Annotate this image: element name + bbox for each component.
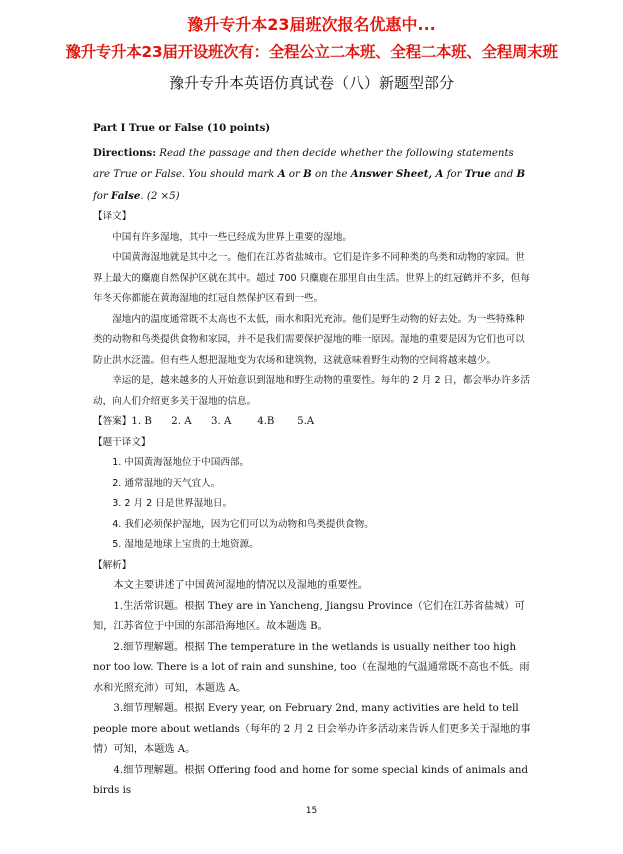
stem-item: 3. 2 月 2 日是世界湿地日。 bbox=[112, 498, 233, 509]
translation-paragraph: 中国黄海湿地就是其中之一。他们在江苏省盐城市。它们是许多不同种类的鸟类和动物的家园。世界上最大的麋鹿自然保护区就在其中。超过 700 只麋鹿在那里自由生活。世界上的红冠鹤并不多，但每年冬天你都能在黄海湿地的红冠自然保护区看到一些。 bbox=[93, 252, 530, 304]
page-number: 15 bbox=[305, 806, 318, 816]
stem-item: 1. 中国黄海湿地位于中国西部。 bbox=[112, 457, 250, 468]
analysis-header: 【解析】 bbox=[93, 559, 132, 571]
analysis-paragraph: 本文主要讲述了中国黄河湿地的情况以及湿地的重要性。 bbox=[113, 580, 369, 591]
analysis-paragraph: 3.细节理解题。根据 Every year, on February 2nd, many activities are held to tell people more about wetlands（每年的 2 月 2 日会举办许多活动来告诉人们更多关于湿地的事情）可知，本题选 A。 bbox=[93, 703, 531, 755]
directions-label: Directions: bbox=[93, 146, 157, 159]
analysis-paragraph: 2.细节理解题。根据 The temperature in the wetlands is usually neither too high nor too low. There is a lot of rain and sunshine, too（在湿地的气温通常既不高也不低。雨水和光照充沛）可知，本题选 A。 bbox=[93, 641, 530, 694]
translation-paragraph: 中国有许多湿地，其中一些已经成为世界上重要的湿地。 bbox=[112, 231, 353, 243]
document-body bbox=[93, 118, 531, 802]
analysis-paragraph: 4.细节理解题。根据 Offering food and home for some special kinds of animals and birds is bbox=[93, 764, 528, 796]
directions: Directions: Read the passage and then decide whether the following statements are True or False. You should mark A or B on the Answer Sheet, A for True and B for False. (2 ×5) bbox=[93, 146, 526, 202]
answers-text: 1. B 2. A 3. A 4.B 5.A bbox=[131, 416, 315, 427]
document-title: 豫升专升本英语仿真试卷（八）新题型部分 bbox=[168, 74, 454, 92]
promo-line-1: 豫升专升本23届班次报名优惠中... bbox=[187, 15, 436, 34]
analysis-paragraph: 1.生活常识题。根据 They are in Yancheng, Jiangsu Province（它们在江苏省盐城）可知，江苏省位于中国的东部沿海地区。故本题选 B。 bbox=[93, 600, 525, 632]
answers-line bbox=[93, 412, 531, 433]
stem-item: 4. 我们必须保护湿地，因为它们可以为动物和鸟类提供食物。 bbox=[112, 518, 374, 530]
translation-paragraph: 幸运的是，越来越多的人开始意识到湿地和野生动物的重要性。每年的 2 月 2 日，都会举办许多活动，向人们介绍更多关于湿地的信息。 bbox=[93, 375, 530, 407]
translation-paragraph: 湿地内的温度通常既不太高也不太低，雨水和阳光充沛。他们是野生动物的好去处。为一些特殊种类的动物和鸟类提供食物和家园，并不是我们需要保护湿地的唯一原因。湿地的重要是因为它们也可以防止洪水泛滥。但有些人想把湿地变为农场和建筑物，这就意味着野生动物的空间将越来越少。 bbox=[93, 313, 525, 366]
section-title: Part I True or False (10 points) bbox=[93, 122, 271, 134]
stem-translation-header: 【题干译文】 bbox=[93, 436, 151, 448]
stem-item: 5. 湿地是地球上宝贵的土地资源。 bbox=[112, 539, 259, 550]
stem-item: 2. 通常湿地的天气宜人。 bbox=[112, 477, 221, 489]
promo-line-2: 豫升专升本23届开设班次有：全程公立二本班、全程二本班、全程周末班 bbox=[65, 43, 558, 61]
translation-header: 【译文】 bbox=[93, 211, 132, 222]
answers-label: 【答案】 bbox=[93, 416, 132, 427]
